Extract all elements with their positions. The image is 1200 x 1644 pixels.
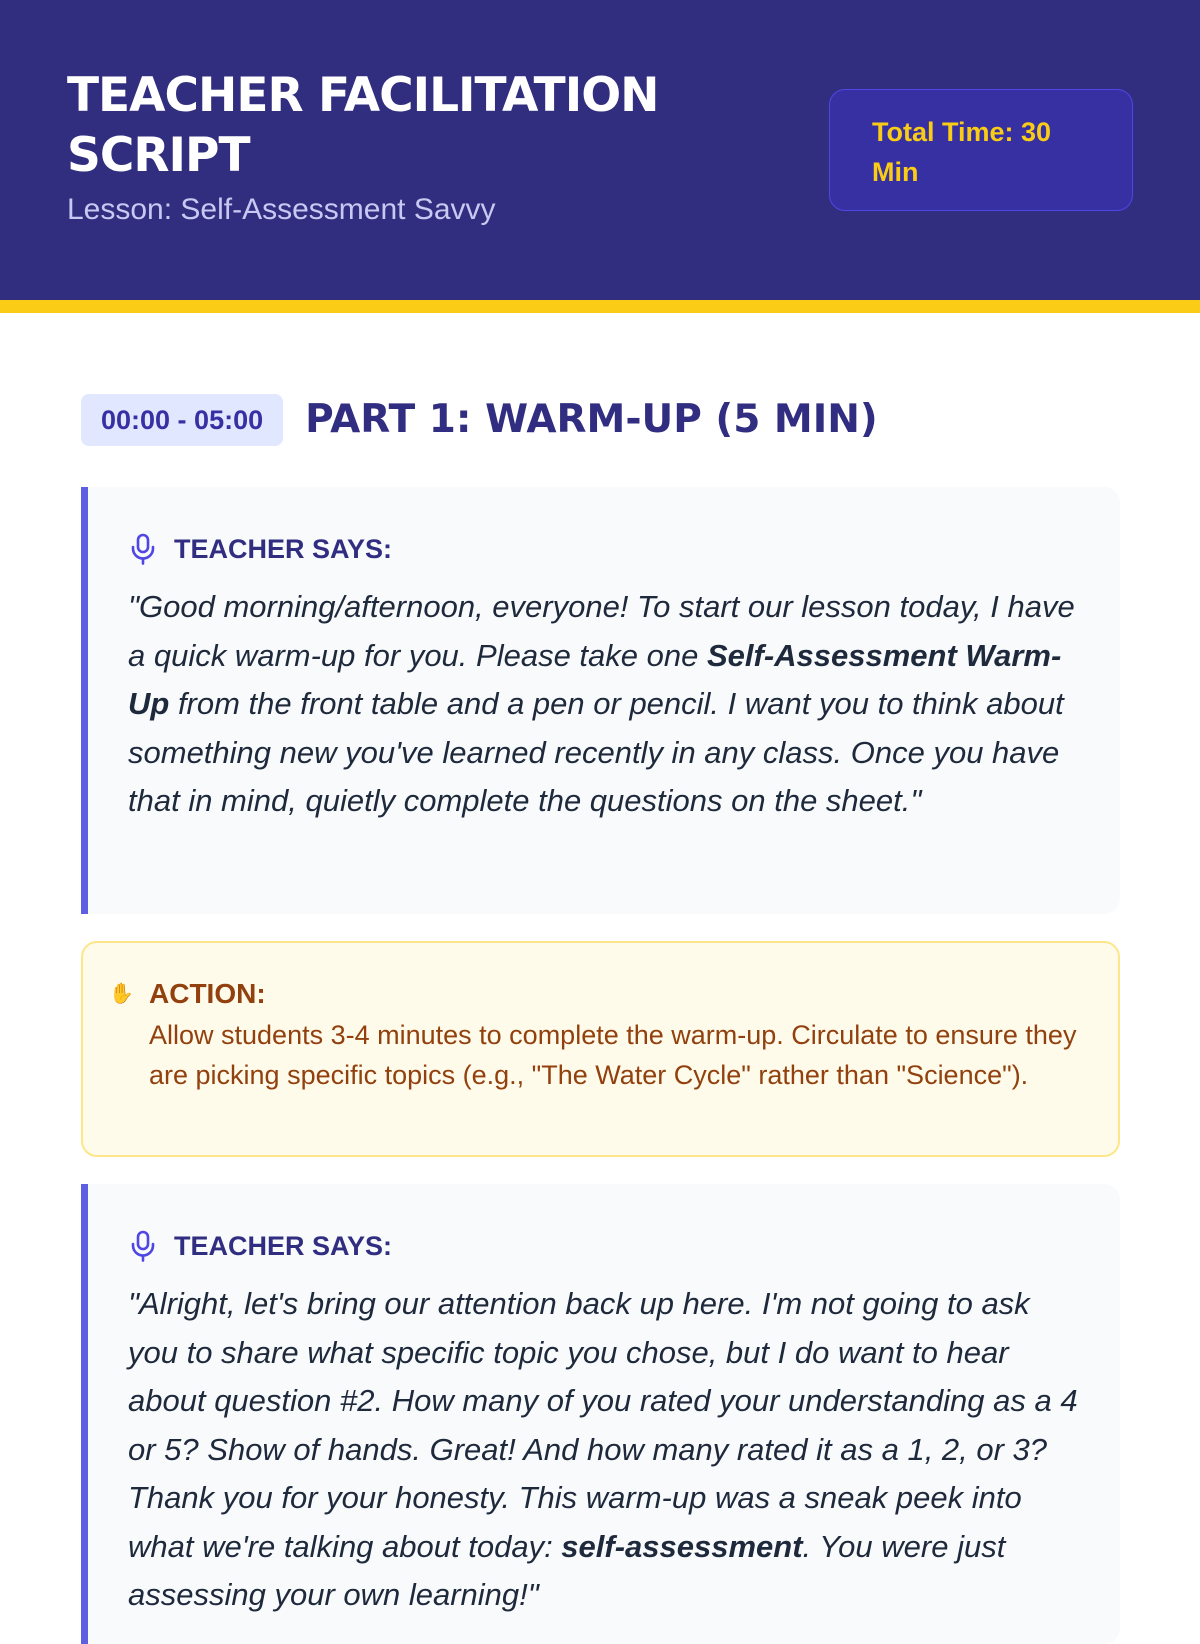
teacher-says-card [81, 1184, 1120, 1644]
lesson-subtitle: Lesson: Self-Assessment Savvy [67, 193, 496, 226]
teacher-says-script [128, 1280, 1078, 1620]
total-time-badge: Total Time: 30 Min [829, 89, 1133, 211]
time-range-badge: 00:00 - 05:00 [81, 394, 283, 446]
action-text: Allow students 3-4 minutes to complete the warm-up. Circulate to ensure they are picking specific topics (e.g., "The Water Cycle" rather than "Science"). [149, 1020, 1077, 1090]
microphone-icon [128, 533, 158, 565]
script-emphasis: Self-Assessment Warm-Up [128, 637, 1062, 721]
section-title: PART 1: WARM-UP (5 MIN) [305, 397, 878, 442]
header-banner [0, 0, 1200, 313]
teacher-says-card [81, 487, 1120, 914]
teacher-says-text: TEACHER SAYS: [174, 534, 393, 564]
script-text: from the front table and a pen or pencil. I want you to think about something new you've learned recently in any class. Once you have that in mind, quietly complete the questions on the sheet." [128, 686, 1064, 818]
page-title: TEACHER FACILITATION SCRIPT [67, 68, 659, 183]
teacher-says-label [128, 1228, 392, 1264]
action-card [81, 941, 1120, 1157]
script-emphasis: self-assessment [561, 1528, 803, 1564]
script-text: "Good morning/afternoon, everyone! To start our lesson today, I have a quick warm-up for you. Please take one [128, 589, 1075, 673]
teacher-says-script [128, 583, 1078, 826]
script-text: "Alright, let's bring our attention back up here. I'm not going to ask you to share what specific topic you chose, but I do want to hear about question #2. How many of you rated your understanding as a 4 or 5? Show of hands. Great! And how many rated it as a 1, 2, or 3? Thank you for your honesty. This warm-up was a sneak peek into what we're talking about today: [128, 1286, 1078, 1564]
script-text: . You were just assessing your own learning!" [128, 1528, 1006, 1612]
action-label: ACTION: [149, 978, 266, 1009]
teacher-says-label [128, 531, 392, 567]
microphone-icon [128, 1230, 158, 1262]
hand-icon: ✋ [109, 983, 134, 1005]
section-header [81, 393, 878, 447]
teacher-says-text: TEACHER SAYS: [174, 1231, 393, 1261]
